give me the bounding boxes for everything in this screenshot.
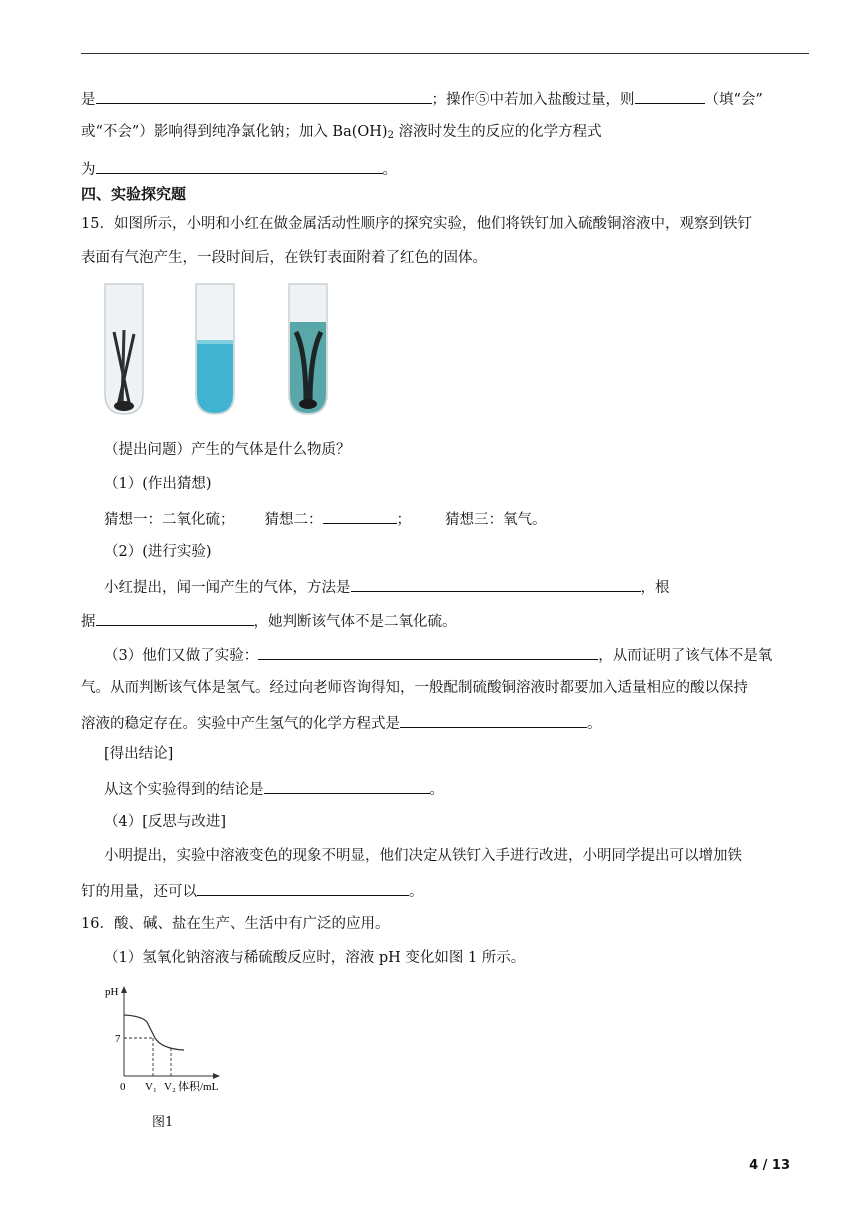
x-axis-label: 体积/mL (178, 1081, 219, 1093)
text: ； (396, 512, 411, 528)
q14-line-2 (81, 122, 602, 146)
subscript: 2 (387, 130, 394, 141)
text: ，从而证明了该气体不是氧 (598, 648, 773, 664)
q15-p2-head: （2）(进行实验) (104, 544, 212, 560)
text: 或“不会”）影响得到纯净氯化钠；加入 Ba(OH) (81, 124, 388, 140)
q15-intro-1: 15．如图所示，小明和小红在做金属活动性顺序的探究实验，他们将铁钉加入硫酸铜溶液中，观察到铁钉 (81, 216, 752, 232)
q15-conclusion-line (104, 778, 444, 800)
text: ；操作⑤中若加入盐酸过量，则 (431, 92, 635, 108)
q15-question: （提出问题）产生的气体是什么物质？ (104, 442, 351, 458)
q15-guess-line (104, 508, 547, 530)
q16-p1: （1）氢氧化钠溶液与稀硫酸反应时，溶液 pH 变化如图 1 所示。 (104, 950, 526, 966)
text: 。 (382, 162, 397, 178)
ph-graph (100, 982, 230, 1097)
answer-blank[interactable] (197, 880, 409, 896)
text: ，她判断该气体不是二氧化硫。 (253, 614, 457, 630)
text: 。 (587, 716, 602, 732)
guess-3: 猜想三：氧气。 (445, 512, 547, 528)
q15-p1-head: （1）(作出猜想) (104, 476, 212, 492)
x-tick-v1: V₁ (145, 1081, 157, 1093)
text: 。 (429, 782, 444, 798)
text: 小红提出，闻一闻产生的气体，方法是 (104, 580, 351, 596)
q15-p3-line-1 (104, 644, 772, 666)
text: 溶液的稳定存在。实验中产生氢气的化学方程式是 (81, 716, 400, 732)
header-rule (81, 53, 809, 54)
answer-blank[interactable] (351, 576, 641, 592)
x-tick-v2: V₂ (164, 1081, 176, 1093)
section-title: 四、实验探究题 (81, 185, 187, 203)
ph-curve (124, 1015, 184, 1050)
text: 溶液时发生的反应的化学方程式 (393, 124, 602, 140)
q14-line-1 (81, 88, 763, 110)
tube-copper-sulfate (196, 284, 234, 414)
q15-p3-line-2: 气。从而判断该气体是氢气。经过向老师咨询得知，一般配制硫酸铜溶液时都要加入适量相应的酸以保持 (81, 680, 748, 696)
text: 从这个实验得到的结论是 (104, 782, 264, 798)
y-tick-7: 7 (115, 1033, 121, 1045)
q15-p4-line-1: 小明提出，实验中溶液变色的现象不明显，他们决定从铁钉入手进行改进，小明同学提出可以增加铁 (104, 848, 742, 864)
answer-blank[interactable] (96, 88, 432, 104)
test-tubes-image (100, 282, 340, 418)
text: 据 (81, 614, 96, 630)
q14-line-3 (81, 158, 397, 180)
guess-1: 猜想一：二氧化硫； (104, 512, 235, 528)
q15-intro-2: 表面有气泡产生，一段时间后，在铁钉表面附着了红色的固体。 (81, 250, 487, 266)
y-axis-label: pH (105, 986, 119, 998)
answer-blank[interactable] (96, 158, 383, 174)
answer-blank[interactable] (96, 610, 254, 626)
text: （3）他们又做了实验： (104, 648, 259, 664)
x-axis-arrow (213, 1073, 220, 1079)
q15-p2-line-1 (104, 576, 670, 598)
answer-blank[interactable] (635, 88, 705, 104)
q15-conclusion-head: [得出结论] (104, 746, 174, 762)
answer-blank[interactable] (258, 644, 598, 660)
q16-intro: 16．酸、碱、盐在生产、生活中有广泛的应用。 (81, 916, 390, 932)
tube-with-nails (105, 284, 143, 414)
q15-p2-line-2 (81, 610, 457, 632)
q15-p3-line-3 (81, 712, 602, 734)
answer-blank[interactable] (264, 778, 430, 794)
text: 。 (409, 884, 424, 900)
guess-2: 猜想二： (264, 512, 323, 528)
y-axis-arrow (121, 986, 127, 993)
tube-nails-in-solution (289, 284, 327, 414)
text: ，根 (640, 580, 670, 596)
page-indicator: 4 / 13 (749, 1158, 790, 1173)
text: 为 (81, 162, 96, 178)
q15-p4-line-2 (81, 880, 424, 902)
answer-blank[interactable] (400, 712, 587, 728)
answer-blank[interactable] (323, 508, 397, 524)
text: 是 (81, 92, 96, 108)
text: （填“会” (704, 92, 763, 108)
figure-caption: 图1 (152, 1115, 174, 1130)
q15-p4-head: （4）[反思与改进] (104, 814, 227, 830)
origin-label: 0 (120, 1081, 126, 1093)
text: 钉的用量，还可以 (81, 884, 197, 900)
